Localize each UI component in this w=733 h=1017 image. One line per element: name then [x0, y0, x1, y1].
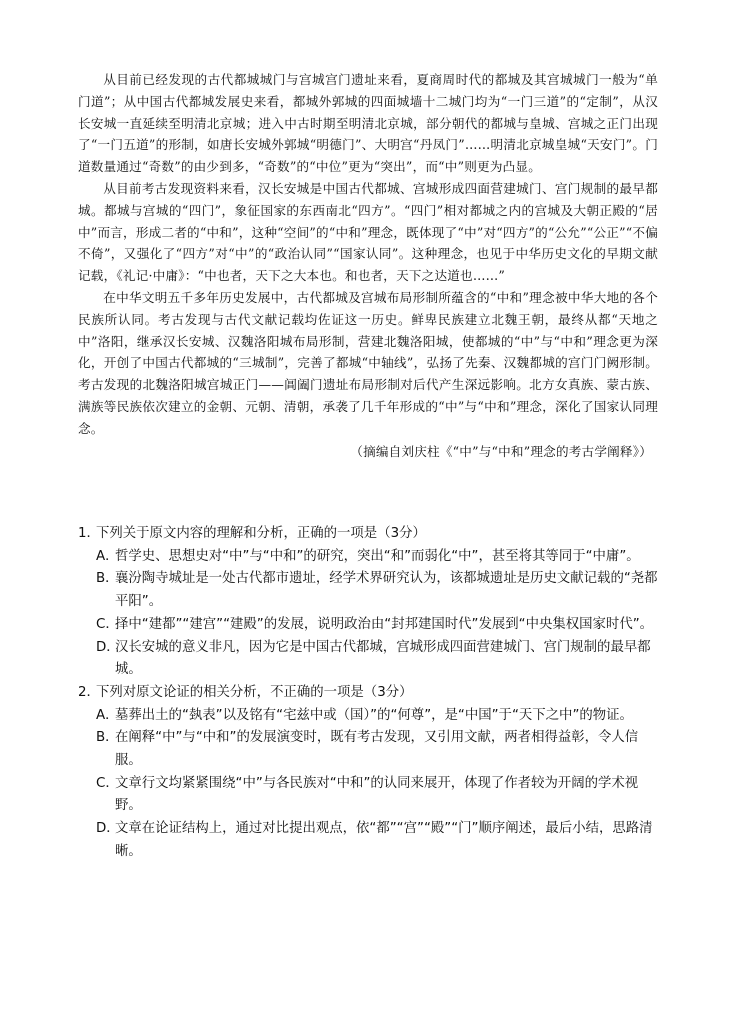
option-letter: B．	[96, 730, 119, 746]
question-text: 下列对原文论证的相关分析，不正确的一项是（3分）	[96, 684, 413, 700]
option-1d	[78, 637, 663, 682]
option-2a	[78, 705, 663, 728]
option-text: 在阐释“中”与“中和”的发展演变时，既有考古发现，又引用文献，两者相得益彰，令人信服。	[115, 730, 639, 769]
question-stem	[78, 682, 663, 705]
option-1a	[78, 546, 663, 569]
option-text: 文章行文均紧紧围绕“中”与各民族对“中和”的认同来展开，体现了作者较为开阔的学术视野。	[115, 775, 639, 814]
option-text: 墓葬出土的“埶表”以及铭有“宅兹中或（国）”的“何尊”，是“中国”于“天下之中”的物证。	[115, 707, 633, 723]
question-text: 下列关于原文内容的理解和分析，正确的一项是（3分）	[96, 526, 426, 541]
option-letter: B．	[96, 571, 119, 587]
reading-passage	[78, 69, 658, 462]
passage-paragraph-3: 在中华文明五千多年历史发展中，古代都城及宫城布局形制所蕴含的“中和”理念被中华大地的各个民族所认同。考古发现与古代文献记载均佐证这一历史。鲜卑民族建立北魏王朝，最终从都“天地之中”洛阳，继承汉长安城、汉魏洛阳城布局形制，营建北魏洛阳城，使都城的“中”与“中和”理念更为深化，开创了中国古代都城的“三城制”，完善了都城“中轴线”，弘扬了先秦、汉魏都城的宫门门阙形制。考古发现的北魏洛阳城宫城正门——阊阖门遗址布局形制对后代产生深远影响。北方女真族、蒙古族、满族等民族依次建立的金朝、元朝、清朝，承袭了几千年形成的“中”与“中和”理念，深化了国家认同理念。	[78, 289, 658, 436]
question-2	[78, 682, 663, 864]
option-2b	[78, 727, 663, 772]
question-number: 1．	[78, 526, 100, 541]
option-letter: D．	[96, 639, 120, 655]
option-letter: A．	[96, 548, 119, 564]
option-1b	[78, 568, 663, 613]
option-letter: C．	[96, 616, 119, 632]
option-text: 襄汾陶寺城址是一处古代都市遗址，经学术界研究认为，该都城遗址是历史文献记载的“尧都平阳”。	[115, 571, 658, 610]
question-1	[78, 523, 663, 682]
option-text: 择中“建都”“建宫”“建殿”的发展，说明政治由“封邦建国时代”发展到“中央集权国家时代”。	[115, 616, 654, 632]
question-stem	[78, 523, 663, 546]
option-letter: A．	[96, 707, 119, 723]
passage-source: （摘编自刘庆柱《“中”与“中和”理念的考古学阐释》）	[350, 443, 652, 459]
question-number: 2．	[78, 684, 100, 700]
question-list	[78, 523, 663, 864]
option-2c	[78, 773, 663, 818]
option-text: 哲学史、思想史对“中”与“中和”的研究，突出“和”而弱化“中”，甚至将其等同于“中庸”。	[115, 548, 640, 564]
option-letter: C．	[96, 775, 119, 791]
option-text: 汉长安城的意义非凡，因为它是中国古代都城，宫城形成四面营建城门、宫门规制的最早都城。	[115, 639, 651, 678]
option-letter: D．	[96, 821, 120, 837]
option-1c	[78, 614, 663, 637]
passage-paragraph-1: 从目前已经发现的古代都城城门与宫城宫门遗址来看，夏商周时代的都城及其宫城城门一般为“单门道”；从中国古代都城发展史来看，都城外郭城的四面城墙十二城门均为“一门三道”的“定制”，从汉长安城一直延续至明清北京城；进入中古时期至明清北京城，部分朝代的都城与皇城、宫城之正门出现了“一门五道”的形制，如唐长安城外郭城“明德门”、大明宫“丹凤门”……明清北京城皇城“天安门”。门道数量通过“奇数”的由少到多，“奇数”的“中位”更为“突出”，而“中”则更为凸显。	[78, 72, 658, 175]
option-2d	[78, 818, 663, 863]
option-text: 文章在论证结构上，通过对比提出观点，依“都”“宫”“殿”“门”顺序阐述，最后小结，思路清晰。	[115, 821, 653, 859]
passage-paragraph-2: 从目前考古发现资料来看，汉长安城是中国古代都城、宫城形成四面营建城门、宫门规制的最早都城。都城与宫城的“四门”，象征国家的东西南北“四方”。“四门”相对都城之内的宫城及大朝正殿的“居中”而言，形成二者的“中和”，这种“空间”的“中和”理念，既体现了“中”对“四方”的“公允”“公正”“不偏不倚”，又强化了“四方”对“中”的“政治认同”“国家认同”。这种理念，也见于中华历史文化的早期文献记载，《礼记·中庸》：“中也者，天下之大本也。和也者，天下之达道也……”	[78, 180, 658, 284]
